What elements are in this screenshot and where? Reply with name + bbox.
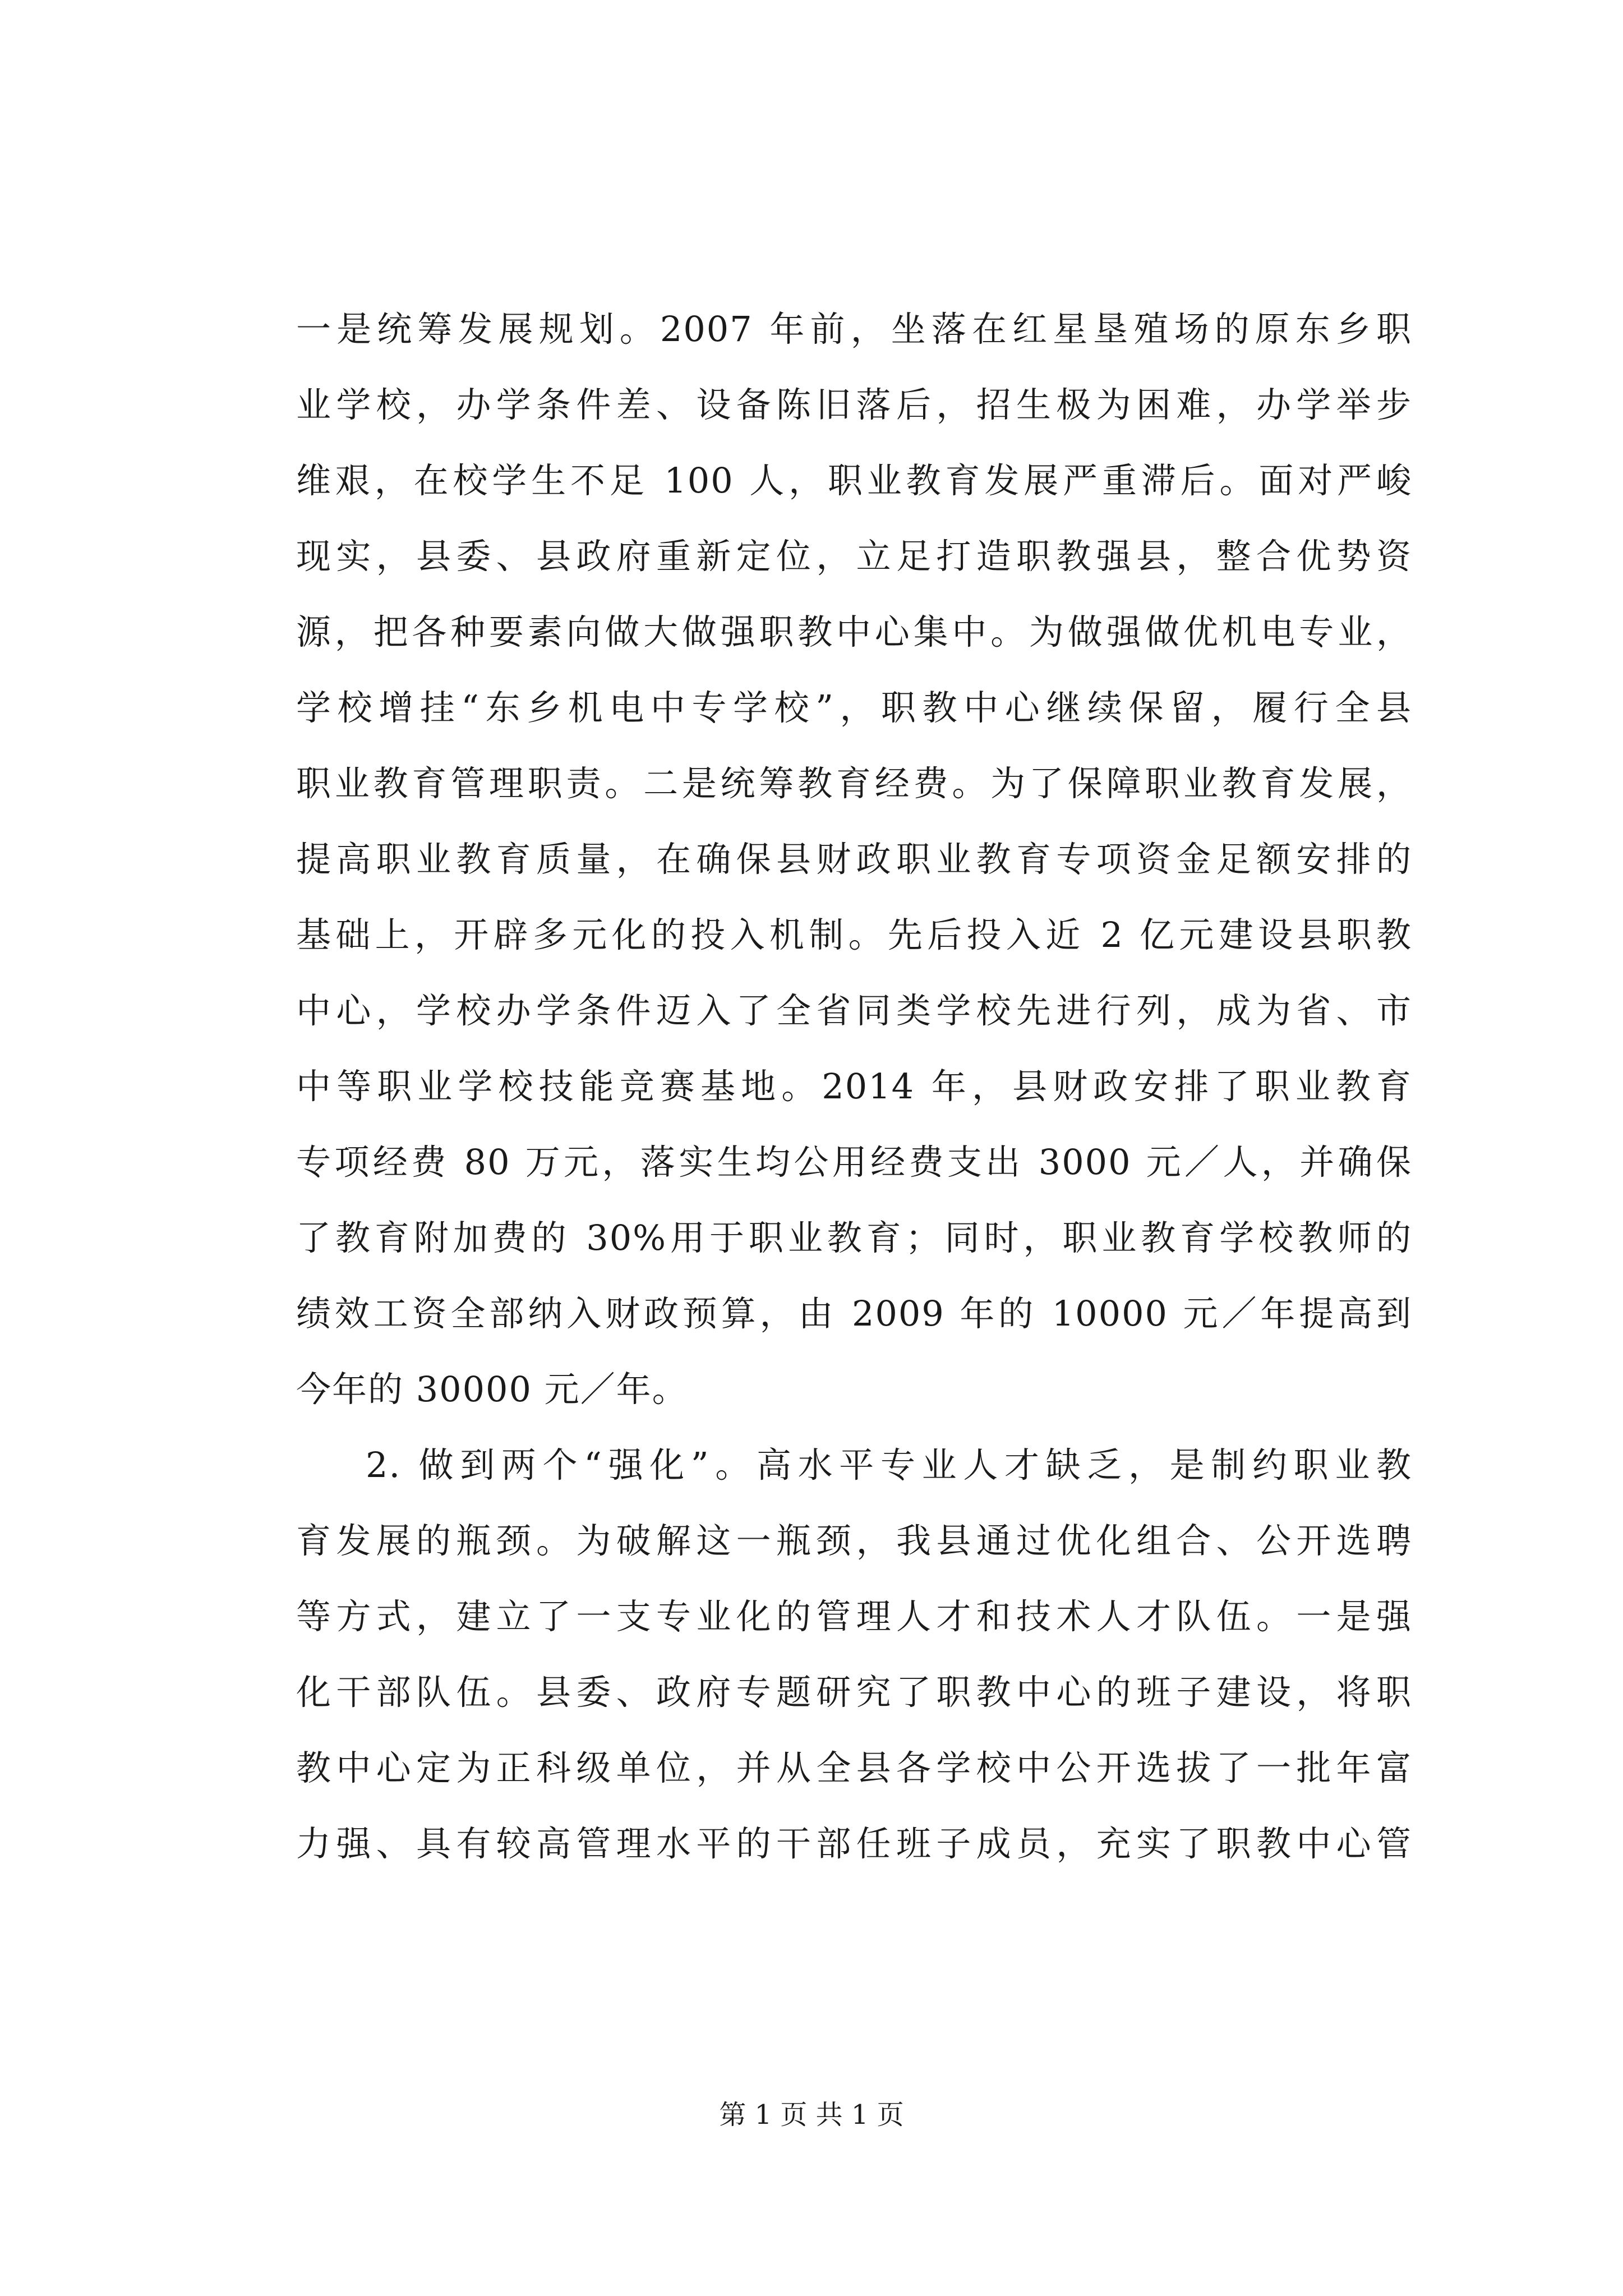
body-text xyxy=(296,291,1412,1881)
text-line: 维艰，在校学生不足 100 人，职业教育发展严重滞后。面对严峻 xyxy=(296,460,1412,501)
text-line: 专项经费 80 万元，落实生均公用经费支出 3000 元／人，并确保 xyxy=(296,1142,1412,1182)
text-line: 业学校，办学条件差、设备陈旧落后，招生极为困难，办学举步 xyxy=(296,384,1412,425)
text-line: 2. 做到两个“强化”。高水平专业人才缺乏，是制约职业教 xyxy=(366,1444,1412,1485)
text-line: 教中心定为正科级单位，并从全县各学校中公开选拔了一批年富 xyxy=(296,1747,1412,1788)
text-line: 源，把各种要素向做大做强职教中心集中。为做强做优机电专业， xyxy=(296,611,1412,652)
text-line: 中心，学校办学条件迈入了全省同类学校先进行列，成为省、市 xyxy=(296,990,1412,1031)
text-line: 现实，县委、县政府重新定位，立足打造职教强县，整合优势资 xyxy=(296,536,1412,577)
text-line: 今年的 30000 元／年。 xyxy=(296,1369,688,1410)
text-line: 提高职业教育质量，在确保县财政职业教育专项资金足额安排的 xyxy=(296,839,1412,880)
text-line: 等方式，建立了一支专业化的管理人才和技术人才队伍。一是强 xyxy=(296,1596,1412,1637)
text-line: 育发展的瓶颈。为破解这一瓶颈，我县通过优化组合、公开选聘 xyxy=(296,1520,1412,1561)
text-line: 绩效工资全部纳入财政预算，由 2009 年的 10000 元／年提高到 xyxy=(296,1293,1412,1334)
text-line: 学校增挂“东乡机电中专学校”，职教中心继续保留，履行全县 xyxy=(296,687,1412,728)
text-line: 了教育附加费的 30%用于职业教育；同时，职业教育学校教师的 xyxy=(296,1217,1412,1258)
text-line: 中等职业学校技能竞赛基地。2014 年，县财政安排了职业教育 xyxy=(296,1066,1412,1107)
text-line: 化干部队伍。县委、政府专题研究了职教中心的班子建设，将职 xyxy=(296,1672,1412,1713)
text-line: 力强、具有较高管理水平的干部任班子成员，充实了职教中心管 xyxy=(296,1823,1412,1864)
text-line: 一是统筹发展规划。2007 年前，坐落在红星垦殖场的原东乡职 xyxy=(296,309,1412,349)
text-line: 基础上，开辟多元化的投入机制。先后投入近 2 亿元建设县职教 xyxy=(296,914,1412,955)
text-line: 职业教育管理职责。二是统筹教育经费。为了保障职业教育发展， xyxy=(296,763,1412,804)
page-number-footer: 第 1 页 共 1 页 xyxy=(719,2099,904,2131)
